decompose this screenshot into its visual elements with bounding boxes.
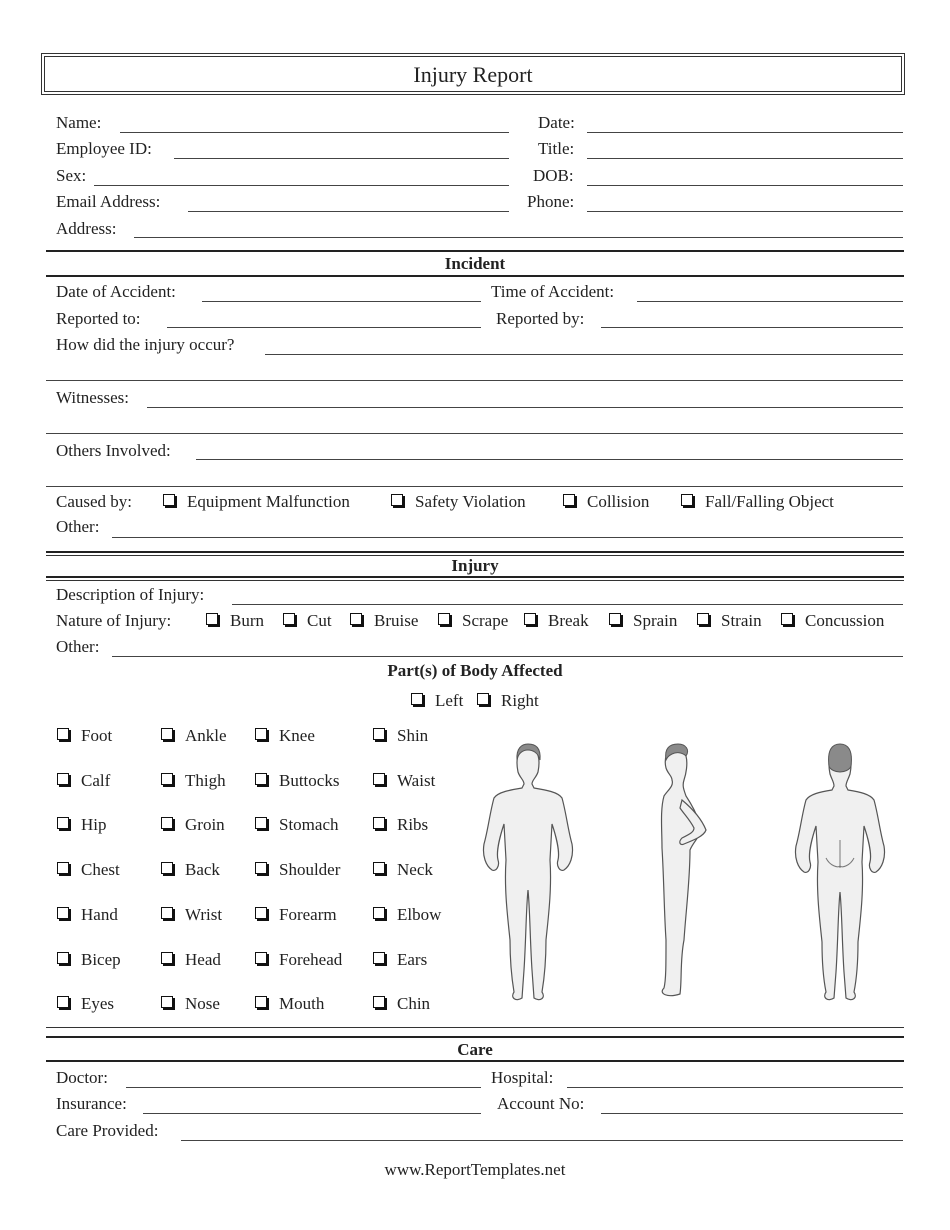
checkbox-icon[interactable] xyxy=(161,728,173,740)
body-part-option-hip[interactable]: Hip xyxy=(57,815,107,835)
checkbox-icon[interactable] xyxy=(255,728,267,740)
nature-option-burn[interactable]: Burn xyxy=(206,611,264,631)
witnesses-field[interactable] xyxy=(147,407,903,408)
cause-option-fall[interactable]: Fall/Falling Object xyxy=(681,492,834,512)
sex-field[interactable] xyxy=(94,185,509,186)
witnesses-field-line-2[interactable] xyxy=(46,433,903,434)
body-part-option-calf[interactable]: Calf xyxy=(57,771,110,791)
body-diagram xyxy=(470,740,900,1010)
body-part-option-forehead[interactable]: Forehead xyxy=(255,950,342,970)
checkbox-icon[interactable] xyxy=(57,862,69,874)
checkbox-icon[interactable] xyxy=(255,996,267,1008)
time-of-accident-field[interactable] xyxy=(637,301,903,302)
description-label: Description of Injury: xyxy=(56,585,205,604)
divider xyxy=(46,1027,904,1028)
checkbox-icon[interactable] xyxy=(161,817,173,829)
body-part-option-buttocks[interactable]: Buttocks xyxy=(255,771,339,791)
hospital-field[interactable] xyxy=(567,1087,903,1088)
divider xyxy=(46,576,904,578)
checkbox-icon[interactable] xyxy=(57,773,69,785)
nature-option-concussion[interactable]: Concussion xyxy=(781,611,884,631)
checkbox-icon[interactable] xyxy=(161,862,173,874)
body-part-option-groin[interactable]: Groin xyxy=(161,815,225,835)
body-part-option-shin[interactable]: Shin xyxy=(373,726,428,746)
body-part-option-wrist[interactable]: Wrist xyxy=(161,905,222,925)
witnesses-label: Witnesses: xyxy=(56,388,129,407)
cause-option-collision[interactable]: Collision xyxy=(563,492,649,512)
incident-other-field[interactable] xyxy=(112,537,903,538)
body-part-option-knee[interactable]: Knee xyxy=(255,726,315,746)
caused-by-label: Caused by: xyxy=(56,492,133,511)
body-part-option-hand[interactable]: Hand xyxy=(57,905,118,925)
time-of-accident-label: Time of Accident: xyxy=(491,282,615,301)
body-part-option-ankle[interactable]: Ankle xyxy=(161,726,227,746)
checkbox-icon[interactable] xyxy=(563,494,575,506)
others-involved-field-line-2[interactable] xyxy=(46,486,903,487)
checkbox-icon[interactable] xyxy=(373,996,385,1008)
checkbox-icon[interactable] xyxy=(161,996,173,1008)
others-involved-label: Others Involved: xyxy=(56,441,171,460)
body-part-option-nose[interactable]: Nose xyxy=(161,994,220,1014)
checkbox-icon[interactable] xyxy=(350,613,362,625)
body-front-figure xyxy=(483,744,572,1000)
phone-label: Phone: xyxy=(527,192,575,211)
body-part-option-stomach[interactable]: Stomach xyxy=(255,815,339,835)
side-option-right[interactable]: Right xyxy=(477,691,539,711)
sex-label: Sex: xyxy=(56,166,87,185)
cause-option-equipment[interactable]: Equipment Malfunction xyxy=(163,492,350,512)
checkbox-icon[interactable] xyxy=(163,494,175,506)
account-no-label: Account No: xyxy=(497,1094,585,1113)
checkbox-icon[interactable] xyxy=(411,693,423,705)
insurance-label: Insurance: xyxy=(56,1094,127,1113)
page-title: Injury Report xyxy=(44,56,902,92)
nature-option-break[interactable]: Break xyxy=(524,611,589,631)
job-title-field[interactable] xyxy=(587,158,903,159)
email-field[interactable] xyxy=(188,211,509,212)
checkbox-icon[interactable] xyxy=(255,952,267,964)
name-label: Name: xyxy=(56,113,102,132)
body-part-option-chest[interactable]: Chest xyxy=(57,860,120,880)
body-part-option-neck[interactable]: Neck xyxy=(373,860,433,880)
email-label: Email Address: xyxy=(56,192,161,211)
name-field[interactable] xyxy=(120,132,509,133)
checkbox-icon[interactable] xyxy=(373,773,385,785)
checkbox-icon[interactable] xyxy=(391,494,403,506)
hospital-label: Hospital: xyxy=(491,1068,554,1087)
body-part-option-foot[interactable]: Foot xyxy=(57,726,112,746)
body-side-figure xyxy=(662,744,707,996)
body-part-option-eyes[interactable]: Eyes xyxy=(57,994,114,1014)
nature-label: Nature of Injury: xyxy=(56,611,172,630)
incident-header: Incident xyxy=(444,254,506,273)
checkbox-icon[interactable] xyxy=(255,907,267,919)
divider xyxy=(46,1060,904,1062)
body-part-option-bicep[interactable]: Bicep xyxy=(57,950,121,970)
reported-by-label: Reported by: xyxy=(496,309,585,328)
others-involved-field[interactable] xyxy=(196,459,903,460)
checkbox-icon[interactable] xyxy=(373,817,385,829)
insurance-field[interactable] xyxy=(143,1113,481,1114)
checkbox-icon[interactable] xyxy=(524,613,536,625)
checkbox-icon[interactable] xyxy=(206,613,218,625)
address-field[interactable] xyxy=(134,237,903,238)
checkbox-icon[interactable] xyxy=(681,494,693,506)
injury-header: Injury xyxy=(451,556,499,575)
checkbox-icon[interactable] xyxy=(57,952,69,964)
checkbox-icon[interactable] xyxy=(373,728,385,740)
checkbox-icon[interactable] xyxy=(373,952,385,964)
divider xyxy=(46,250,904,252)
divider xyxy=(46,275,904,277)
how-label: How did the injury occur? xyxy=(56,335,235,354)
checkbox-icon[interactable] xyxy=(373,862,385,874)
checkbox-icon[interactable] xyxy=(373,907,385,919)
incident-other-label: Other: xyxy=(56,517,100,536)
care-provided-field[interactable] xyxy=(181,1140,903,1141)
how-field-line-2[interactable] xyxy=(46,380,903,381)
body-part-option-head[interactable]: Head xyxy=(161,950,221,970)
description-field[interactable] xyxy=(232,604,903,605)
footer-url: www.ReportTemplates.net xyxy=(384,1160,566,1179)
side-option-left[interactable]: Left xyxy=(411,691,463,711)
checkbox-icon[interactable] xyxy=(57,907,69,919)
phone-field[interactable] xyxy=(587,211,903,212)
account-no-field[interactable] xyxy=(601,1113,903,1114)
employee-id-field[interactable] xyxy=(174,158,509,159)
checkbox-icon[interactable] xyxy=(57,996,69,1008)
address-label: Address: xyxy=(56,219,117,238)
nature-option-cut[interactable]: Cut xyxy=(283,611,332,631)
nature-option-sprain[interactable]: Sprain xyxy=(609,611,677,631)
checkbox-icon[interactable] xyxy=(57,728,69,740)
injury-other-field[interactable] xyxy=(112,656,903,657)
body-part-option-ears[interactable]: Ears xyxy=(373,950,427,970)
body-part-option-elbow[interactable]: Elbow xyxy=(373,905,441,925)
divider xyxy=(46,580,904,581)
checkbox-icon[interactable] xyxy=(161,907,173,919)
doctor-label: Doctor: xyxy=(56,1068,108,1087)
care-provided-label: Care Provided: xyxy=(56,1121,159,1140)
body-part-option-shoulder[interactable]: Shoulder xyxy=(255,860,340,880)
divider xyxy=(46,1036,904,1038)
body-part-option-thigh[interactable]: Thigh xyxy=(161,771,226,791)
date-of-accident-field[interactable] xyxy=(202,301,481,302)
dob-field[interactable] xyxy=(587,185,903,186)
nature-option-scrape[interactable]: Scrape xyxy=(438,611,508,631)
body-part-option-back[interactable]: Back xyxy=(161,860,220,880)
checkbox-icon[interactable] xyxy=(161,952,173,964)
checkbox-icon[interactable] xyxy=(57,817,69,829)
date-label: Date: xyxy=(538,113,575,132)
date-field[interactable] xyxy=(587,132,903,133)
body-back-figure xyxy=(795,744,884,1000)
checkbox-icon[interactable] xyxy=(255,862,267,874)
body-part-option-waist[interactable]: Waist xyxy=(373,771,435,791)
job-title-label: Title: xyxy=(538,139,575,158)
checkbox-icon[interactable] xyxy=(255,817,267,829)
how-field[interactable] xyxy=(265,354,903,355)
checkbox-icon[interactable] xyxy=(255,773,267,785)
care-header: Care xyxy=(457,1040,493,1059)
body-part-option-forearm[interactable]: Forearm xyxy=(255,905,337,925)
checkbox-icon[interactable] xyxy=(438,613,450,625)
reported-by-field[interactable] xyxy=(601,327,903,328)
dob-label: DOB: xyxy=(533,166,574,185)
reported-to-field[interactable] xyxy=(167,327,481,328)
checkbox-icon[interactable] xyxy=(781,613,793,625)
nature-option-strain[interactable]: Strain xyxy=(697,611,762,631)
checkbox-icon[interactable] xyxy=(283,613,295,625)
cause-option-safety[interactable]: Safety Violation xyxy=(391,492,526,512)
date-of-accident-label: Date of Accident: xyxy=(56,282,176,301)
employee-id-label: Employee ID: xyxy=(56,139,152,158)
checkbox-icon[interactable] xyxy=(477,693,489,705)
checkbox-icon[interactable] xyxy=(697,613,709,625)
doctor-field[interactable] xyxy=(126,1087,481,1088)
injury-other-label: Other: xyxy=(56,637,100,656)
body-parts-header: Part(s) of Body Affected xyxy=(387,661,563,680)
reported-to-label: Reported to: xyxy=(56,309,141,328)
body-part-option-mouth[interactable]: Mouth xyxy=(255,994,324,1014)
body-part-option-chin[interactable]: Chin xyxy=(373,994,430,1014)
checkbox-icon[interactable] xyxy=(161,773,173,785)
checkbox-icon[interactable] xyxy=(609,613,621,625)
body-part-option-ribs[interactable]: Ribs xyxy=(373,815,428,835)
divider xyxy=(46,551,904,553)
nature-option-bruise[interactable]: Bruise xyxy=(350,611,418,631)
